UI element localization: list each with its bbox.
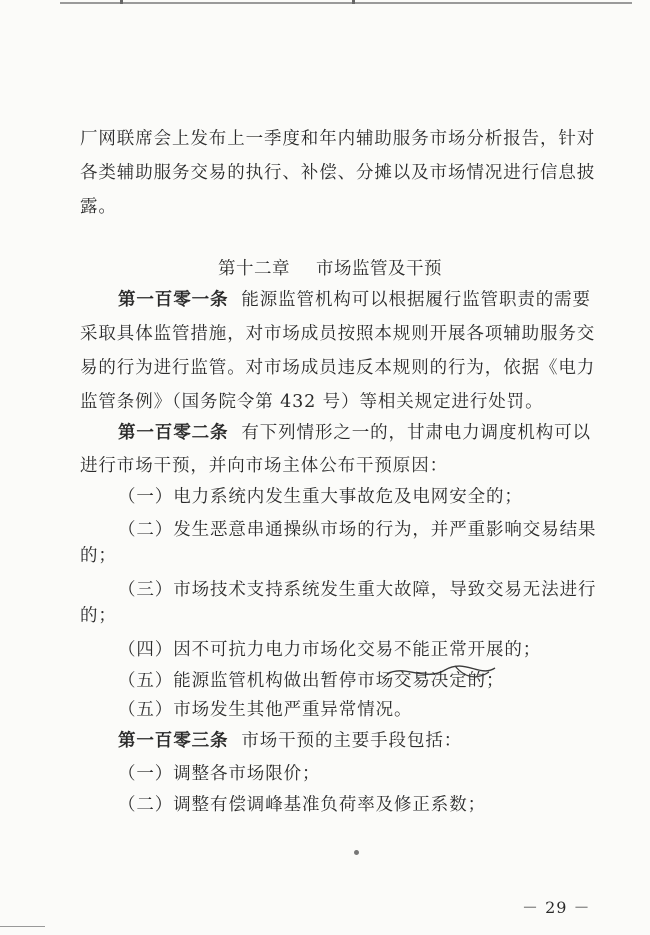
list-item: （二）调整有偿调峰基准负荷率及修正系数； (118, 795, 486, 815)
bottom-edge-mark (0, 926, 45, 935)
top-border-line (60, 2, 632, 4)
chapter-heading (218, 255, 442, 280)
top-border-mark (352, 0, 355, 4)
article-line: 易的行为进行监管。对市场成员违反本规则的行为，依据《电力 (80, 358, 596, 378)
list-item: （二）发生恶意串通操纵市场的行为，并严重影响交易结果 (118, 520, 597, 540)
article-label: 第一百零三条 (118, 731, 229, 751)
article-label: 第一百零二条 (118, 423, 229, 443)
paragraph-line: 各类辅助服务交易的执行、补偿、分摊以及市场情况进行信息披 (80, 163, 596, 183)
list-item: （一）电力系统内发生重大事故危及电网安全的； (118, 487, 523, 507)
article-line: 进行市场干预，并向市场主体公布干预原因： (80, 456, 448, 476)
list-item: 的； (80, 546, 117, 566)
article-line (118, 731, 462, 751)
list-item: （三）市场技术支持系统发生重大故障，导致交易无法进行 (118, 580, 597, 600)
handwritten-strike-mark (385, 660, 500, 688)
article-text: 有下列情形之一的，甘肃电力调度机构可以 (241, 423, 591, 443)
scan-dot (354, 850, 359, 855)
chapter-number: 第十二章 (218, 259, 290, 279)
paragraph-line: 厂网联席会上发布上一季度和年内辅助服务市场分析报告，针对 (80, 129, 596, 149)
article-line (118, 423, 591, 443)
top-border-mark (120, 0, 123, 4)
page-number: － 29 － (522, 898, 591, 917)
list-item-struck: （五）能源监管机构做出暂停市场交易决定的； (118, 671, 505, 691)
paragraph-line: 露。 (80, 197, 117, 217)
chapter-title: 市场监管及干预 (316, 259, 442, 279)
list-item: （一）调整各市场限价； (118, 764, 321, 784)
list-item: 的； (80, 606, 117, 626)
list-item: （四）因不可抗力电力市场化交易不能正常开展的； (118, 640, 542, 660)
article-line: 采取具体监管措施，对市场成员按照本规则开展各项辅助服务交 (80, 324, 596, 344)
article-text: 能源监管机构可以根据履行监管职责的需要 (241, 290, 591, 310)
article-line (118, 290, 591, 310)
list-item: （五）市场发生其他严重异常情况。 (118, 700, 413, 720)
article-line: 监管条例》（国务院令第 432 号）等相关规定进行处罚。 (80, 392, 544, 412)
article-label: 第一百零一条 (118, 290, 229, 310)
article-text: 市场干预的主要手段包括： (241, 731, 463, 751)
